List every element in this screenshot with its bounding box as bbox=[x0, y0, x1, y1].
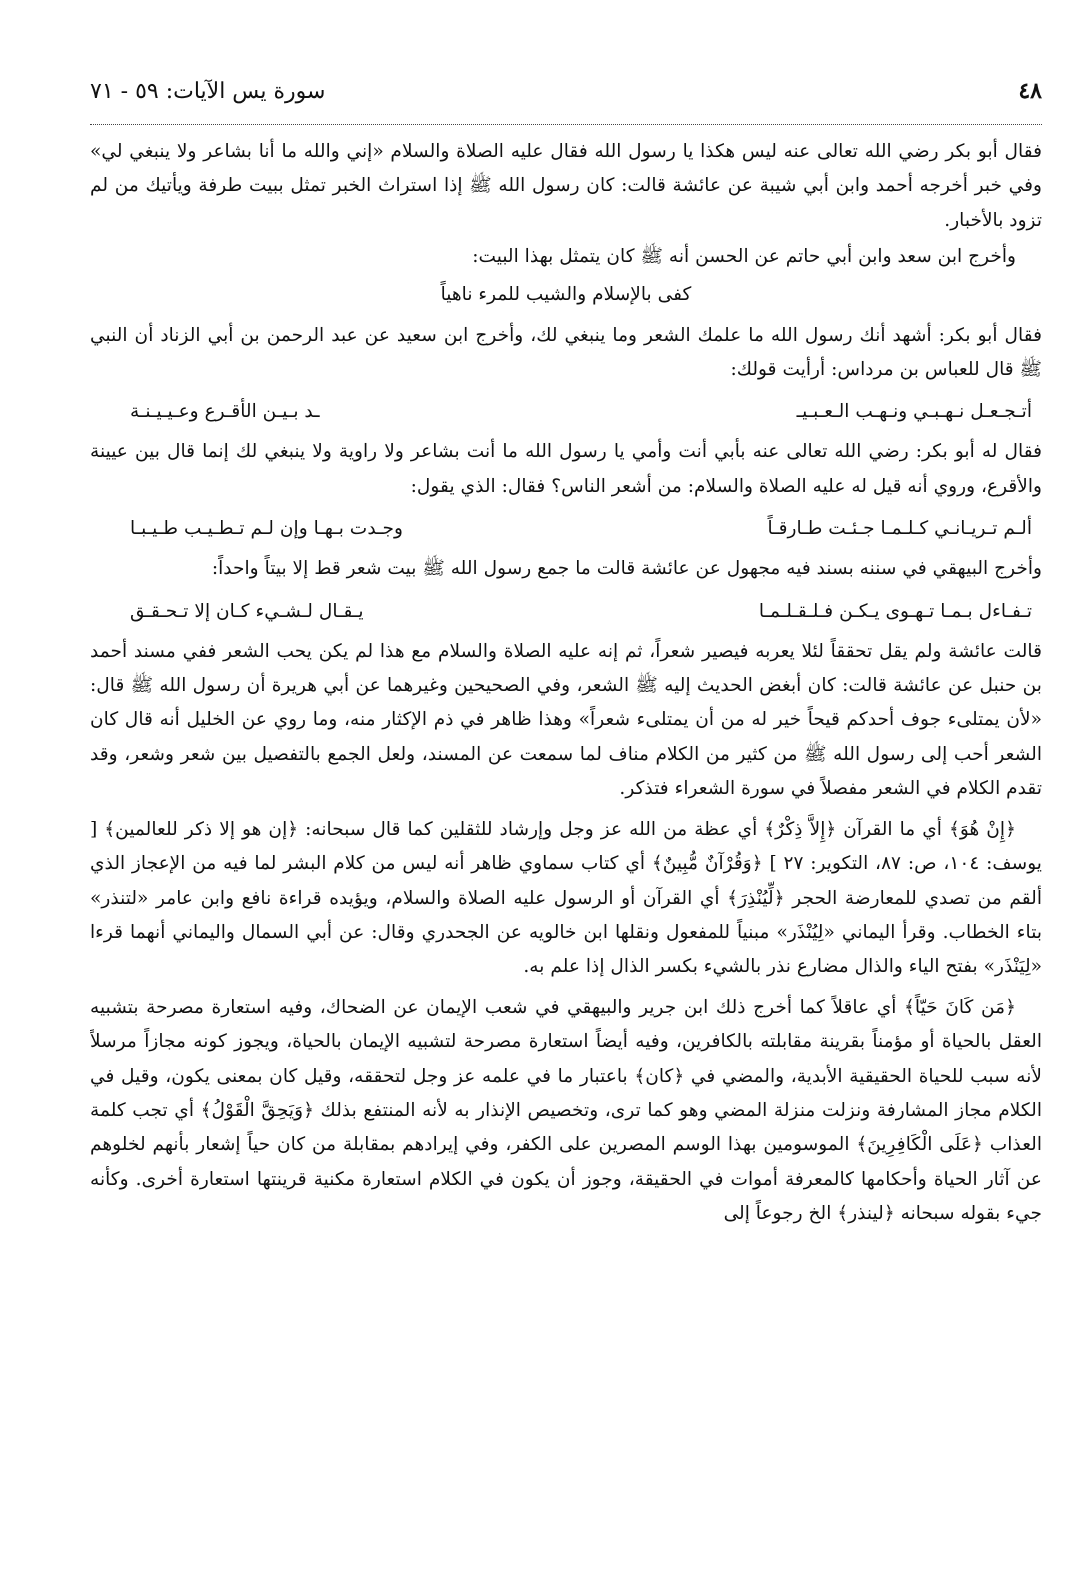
poem-verse-3 bbox=[90, 593, 1042, 631]
verse-hemistich-first: أتـجـعـل نـهـبـي ونـهـب الـعـبـيـ bbox=[796, 401, 1032, 423]
page-header bbox=[90, 78, 1042, 125]
running-title: سورة يس الآيات: ٥٩ - ٧١ bbox=[90, 79, 326, 104]
poem-verse-1 bbox=[90, 393, 1042, 431]
paragraph-ibn-saad: وأخرج ابن سعد وابن أبي حاتم عن الحسن أنه ﷺ كان يتمثل بهذا البيت: bbox=[472, 246, 1016, 268]
paragraph-aisha-comment: قالت عائشة ولم يقل تحققاً لئلا يعربه فيصير شعراً، ثم إنه عليه الصلاة والسلام مع هذا لم يكن يحب الشعر ففي مسند أحمد بن حنبل عن عائشة قالت: كان أبغض الحديث إليه ﷺ الشعر، وفي الصحيحين وغيرهما عن أبي هريرة أن رسول الله ﷺ قال: «لأن يمتلىء جوف أحدكم قيحاً خير له من أن يمتلىء شعراً» وهذا ظاهر في ذم الإكثار منه، وما روي عن الخليل أنه قال كان الشعر أحب إلى رسول الله ﷺ من كثير من الكلام مناف لما سمعت عن المسند، ولعل الجمع بالتفصيل بين شعر وشعر، وقد تقدم الكلام في الشعر مفصلاً في سورة الشعراء فتذكر. bbox=[90, 640, 1042, 800]
paragraph-abu-bakr-reply: فقال أبو بكر رضي الله تعالى عنه ليس هكذا يا رسول الله فقال عليه الصلاة والسلام «إني والله ما أنا بشاعر ولا ينبغي لي» وفي خبر أخرجه أحمد وابن أبي شيبة عن عائشة قالت: كان رسول الله ﷺ إذا استراث الخبر تمثل ببيت طرفة ويأتيك من لم تزود بالأخبار. bbox=[90, 141, 1042, 231]
paragraph-man-kana-hayyan-tafsir: ﴿مَن كَانَ حَيّاً﴾ أي عاقلاً كما أخرج ذلك ابن جرير والبيهقي في شعب الإيمان عن الضحاك، وفيه استعارة مصرحة بتشبيه العقل بالحياة أو مؤمناً بقرينة مقابلته بالكافرين، وفيه أيضاً استعارة مصرحة لتشبيه الإيمان بالحياة، ويجوز كونه مجازاً مرسلاً لأنه سبب للحياة الحقيقية الأبدية، والمضي في ﴿كان﴾ باعتبار ما في علمه عز وجل لتحققه، وقيل كان بمعنى يكون، وقيل في الكلام مجاز المشارفة ونزلت منزلة المضي وهو كما ترى، وتخصيص الإنذار به لأنه المنتفع بذلك ﴿وَيَحِقَّ الْقَوْلُ﴾ أي تجب كلمة العذاب ﴿عَلَى الْكَافِرِينَ﴾ الموسومين بهذا الوسم المصرين على الكفر، وفي إيرادهم بمقابلة من كان حياً إشعار بأنهم لخلوهم عن آثار الحياة وأحكامها كالمعرفة أموات في الحقيقة، وجوز أن يكون في الكلام استعارة مكنية قرينتها استعارة أخرى. وكأنه جيء بقوله سبحانه ﴿لينذر﴾ الخ رجوعاً إلى bbox=[90, 996, 1042, 1225]
verse-hemistich-first: ألـم تـريـانـي كـلـمـا جـئـت طـارقـاً bbox=[767, 518, 1032, 540]
page-number: ٤٨ bbox=[1018, 78, 1042, 104]
verse-hemistich-first: تـفـاءل بـمـا تـهـوى يـكـن فـلـقـلـمـا bbox=[758, 600, 1032, 622]
book-page bbox=[90, 78, 1042, 1538]
quoted-verse-line: كفى بالإسلام والشيب للمرء ناهياً bbox=[440, 283, 692, 305]
paragraph-abu-bakr-comment: فقال له أبو بكر: رضي الله تعالى عنه بأبي أنت وأمي يا رسول الله ما أنت بشاعر ولا راوية ولا ينبغي لك إنما قال بين عيينة والأقرع، وروي أنه قيل له عليه الصلاة والسلام: من أشعر الناس؟ فقال: الذي يقول: bbox=[90, 441, 1042, 497]
verse-hemistich-second: يـقـال لـشـيء كـان إلا تـحـقـق bbox=[130, 600, 364, 622]
paragraph-in-huwa-tafsir: ﴿إِنْ هُوَ﴾ أي ما القرآن ﴿إِلاَّ ذِكْرٌ﴾ أي عظة من الله عز وجل وإرشاد للثقلين كما قال سبحانه: ﴿إن هو إلا ذكر للعالمين﴾ [ يوسف: ١٠٤، ص: ٨٧، التكوير: ٢٧ ] ﴿وَقُرْآنٌ مُّبِينٌ﴾ أي كتاب سماوي ظاهر أنه ليس من كلام البشر لما فيه من الإعجاز الذي ألقم من تصدي للمعارضة الحجر ﴿لِّيُنْذِرَ﴾ أي القرآن أو الرسول عليه الصلاة والسلام، ويؤيده قراءة نافع وابن عامر «لتنذر» بتاء الخطاب. وقرأ اليماني «لِيُنْذَر» مبنياً للمفعول ونقلها ابن خالويه عن الجحدري وقال: عن أبي السمال واليماني أنهما قرءا «لِيَنْذَر» بفتح الياء والذال مضارع نذر بالشيء بكسر الذال إذا علم به. bbox=[90, 818, 1042, 978]
poem-verse-2 bbox=[90, 510, 1042, 548]
paragraph-abbas-bin-mirdas: فقال أبو بكر: أشهد أنك رسول الله ما علمك الشعر وما ينبغي لك، وأخرج ابن سعيد عن عبد الرحمن بن أبي الزناد أن النبي ﷺ قال للعباس بن مرداس: أرأيت قولك: bbox=[90, 324, 1042, 381]
verse-hemistich-second: ـد بـيـن الأقـرع وعـيـيـنـة bbox=[130, 401, 320, 423]
verse-hemistich-second: وجـدت بـهـا وإن لـم تـطـيـب طـيـبـا bbox=[130, 518, 403, 540]
paragraph-bayhaqi: وأخرج البيهقي في سننه بسند فيه مجهول عن عائشة قالت ما جمع رسول الله ﷺ بيت شعر قط إلا بيتاً واحداً: bbox=[211, 558, 1042, 580]
